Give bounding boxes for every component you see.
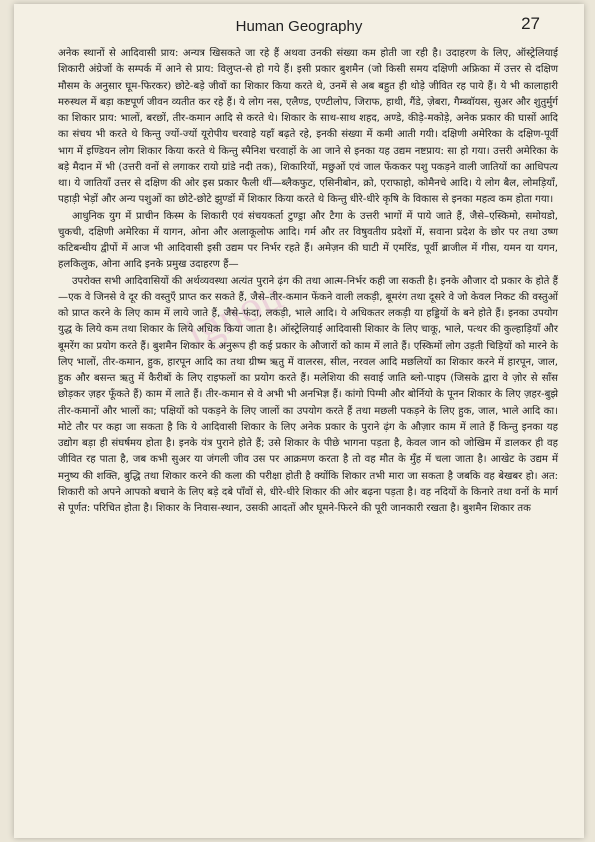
watermark: ignou (178, 270, 290, 359)
page-number: 27 (521, 14, 540, 33)
paragraph: आधुनिक युग में प्राचीन किस्म के शिकारी एवं संचयकर्ता टुण्ड्रा और टैगा के उत्तरी भागों में पाये जाते हैं, जैसे–एस्किमो, समोयडो, चुकची, दक्षिणी अमेरिका में यागन, ओना और अलाकूलोफ आदि। गर्म और तर विषुवतीय प्रदेशों में, सवाना प्रदेश के छोर पर तथा उष्ण कटिबन्धीय द्वीपों में आज भी आदिवासी इसी उद्यम पर निर्भर रहते हैं। अमेज़न की घाटी में एमरिंड, पूर्वी ब्राजील में गीस, यमन या यगन, हलकिलुक, ओना आदि इनके प्रमुख उदाहरण हैं— (58, 210, 558, 271)
book-page (14, 4, 584, 838)
running-title: Human Geography (235, 18, 363, 35)
body-text (58, 46, 558, 517)
paragraph: उपरोक्त सभी आदिवासियों की अर्थव्यवस्था अत्यंत पुराने ढ़ंग की तथा आत्म-निर्भर कही जा सकती है। इनके औजार दो प्रकार के होते हैं—एक वे जिनसे वे दूर की वस्तुएँ प्राप्त कर सकते हैं, जैसे–तीर-कमान फेंकने वाली लकड़ी, बूमरंग तथा दूसरे वे जो केवल निकट की वस्तुओं को प्राप्त करने के लिए काम में लाये जाते हैं, जैसे–फंदा, लकड़ी, भाले आदि। ये अधिकतर लकड़ी या हड्डियों के बने होते हैं। इनका उपयोग युद्ध के लिये कम तथा शिकार के लिये अधिक किया जाता है। ऑस्ट्रेलियाई आदिवासी शिकार के लिए चाकू, भाले, पत्थर की कुल्हाड़ियाँ और बूमरेंग का प्रयोग करते हैं। बुशमैन शिकार के अनुरूप ही कई प्रकार के औजारों को काम में लाते हैं। एस्किमों लोग उड़ती चिड़ियों को मारने के लिए भालों, तीर-कमान, हुक, हारपून आदि का तथा ग्रीष्म ऋतु में वालरस, सील, नरवल आदि मछलियों का शिकार करने में हारपून, जाल, हुक और बसन्त ऋतु में कैरीबों के लिए राइफलों का प्रयोग करते हैं। मलेशिया की सवाई जाति ब्लो-पाइप (जिसके द्वारा वे ज़ोर से साँस छोड़कर ज़हर फूँकते हैं) काम में लाते हैं। तीर-कमान से वे अभी भी अनभिज्ञ हैं। कांगो पिग्मी और बोर्नियो के पूनन शिकार के लिए ज़हर-बुझे तीर-कमानों और भालों का; पक्षियों को पकड़ने के लिए जालों का उपयोग करते हैं तथा मछली पकड़ने के लिए हुक, जाल, भाले आदि का। मोटे तौर पर कहा जा सकता है कि ये आदिवासी शिकार के लिए अनेक प्रकार के पुराने ढ़ंग के औज़ार काम में लाते हैं किन्तु इनका यह उद्योग बड़ा ही संघर्षमय होता है। इनके यंत्र पुराने होते हैं; उसे शिकार के पीछे भागना पड़ता है, केवल जान को जोखिम में डालकर ही वह जीवित रह पाता है, जब कभी सुअर या जंगली जीव उस पर आक्रमण करता है तो वह मौत के मुँह में चला जाता है। आखेट के उद्यम में मनुष्य की शक्ति, बुद्धि तथा शिकार करने की कला की परीक्षा होती है क्योंकि शिकार तभी मारा जा सकता है जबकि वह बेखबर हो। अत: शिकारी को अपने आपको बचाने के लिए बड़े दबे पाँवों से, धीरे-धीरे शिकार की ओर बढ़ना पड़ता है। वह नदियों के किनारे तथा वनों के मार्ग से पूर्णत: परिचित होता है। शिकार के निवास-स्थान, उसकी आदतों और घूमने-फिरने की पूरी जानकारी रखता है। बुशमैन शिकार तक (58, 275, 558, 514)
paragraph: अनेक स्थानों से आदिवासी प्राय: अन्यत्र खिसकते जा रहे हैं अथवा उनकी संख्या कम होती जा रही है। उदाहरण के लिए, ऑस्ट्रेलियाई शिकारी अंग्रेजों के सम्पर्क में आने से प्राय: विलुप्त-से हो गये हैं। इसी प्रकार बुशमैन (जो किसी समय दक्षिणी अफ्रिका में उत्तर से दक्षिण मौसम के अनुसार घूम-फिरकर) छोटे-बड़े जीवों का शिकार किया करते थे, उनमें से अब बहुत ही थोड़े जीवित रह पाये हैं। ये भी कालाहारी मरुस्थल में बड़ा कष्टपूर्ण जीवन व्यतीत कर रहे हैं। ये लोग नस, एलैण्ड, एण्टीलोप, जिराफ, हाथी, गैंडे, ज़ेबरा, गैम्ब्वॉयस, सुअर और शुतुर्मुर्ग का शिकार प्राय: भालों, बरछों, तीर-कमान आदि से करते थे। शिकार के साथ-साथ शहद, अण्डे, कीड़े-मकोड़े, अनेक प्रकार की घासों आदि का संचय भी करते थे किन्तु ज्यों-ज्यों यूरोपीय चरवाहे यहाँ बढ़ते रहे, इनकी संख्या में कमी आती गयी। दक्षिणी अमेरिका के दक्षिण-पूर्वी भाग में इण्डियन लोग शिकार किया करते थे किन्तु स्पैनिश चरवाहों के आ जाने से इनका यह उद्यम नष्टप्राय: सा हो गया। उत्तरी अमेरिका के बड़े मैदान में भी (उत्तरी वनों से लगाकर रायो ग्रांडे नदी तक), शिकारियों, मछुओं एवं जाल फेंककर पशु पकड़ने वाली जातियों का आधिपत्य था। ये जातियाँ उत्तर से दक्षिण की ओर इस प्रकार फैली थीं—ब्लैकफुट, एसिनीबोन, क्रो, एराफाहो, कोमैनचे आदि। ये लोग बैल, लोमड़ियाँ, पहाड़ी भेड़ों और अन्य पशुओं का छोटे-छोटे झुण्डों में शिकार किया करते थे किन्तु धीरे-धीरे कृषि के विकास से इनका महत्व कम होता गया। (58, 48, 558, 206)
page-header (14, 16, 584, 40)
